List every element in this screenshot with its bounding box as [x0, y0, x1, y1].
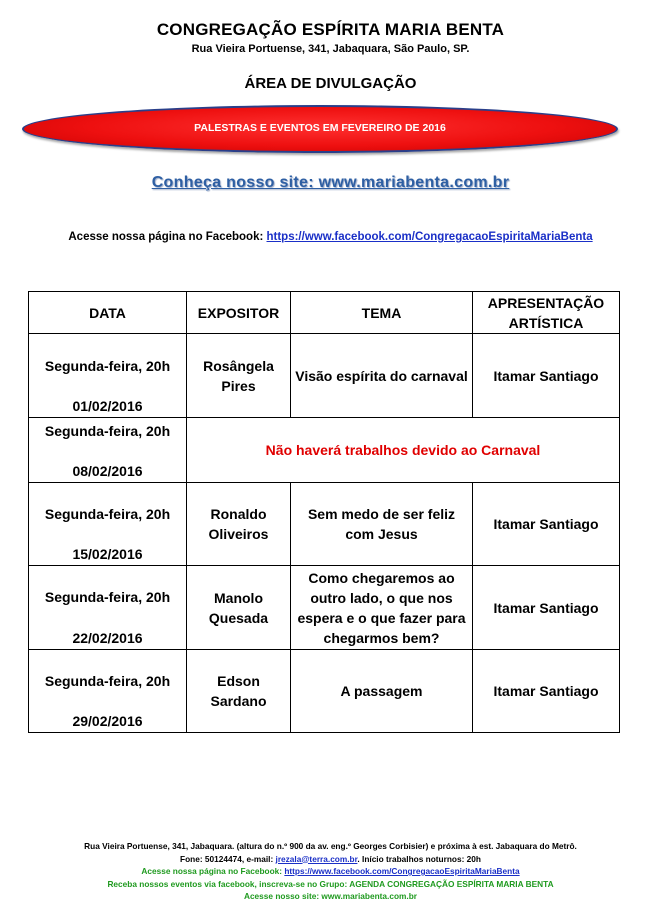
date-cell	[29, 418, 187, 483]
tema-cell: Sem medo de ser feliz com Jesus	[291, 483, 473, 566]
footer-facebook-link[interactable]: https://www.facebook.com/CongregacaoEspiritaMariaBenta	[284, 866, 520, 876]
expositor-cell: Manolo Quesada	[187, 566, 291, 650]
tema-cell: Visão espírita do carnaval	[291, 334, 473, 418]
tema-cell: A passagem	[291, 650, 473, 733]
header-data: DATA	[29, 292, 187, 334]
expositor-cell: Edson Sardano	[187, 650, 291, 733]
row-day: Segunda-feira, 20h	[44, 589, 171, 605]
row-day: Segunda-feira, 20h	[44, 423, 171, 439]
site-link[interactable]: Conheça nosso site: www.mariabenta.com.br	[151, 174, 510, 191]
organization-address: Rua Vieira Portuense, 341, Jabaquara, São Paulo, SP.	[191, 43, 470, 55]
row-day: Segunda-feira, 20h	[44, 506, 171, 522]
header-expositor: EXPOSITOR	[187, 292, 291, 334]
row-date: 15/02/2016	[72, 546, 143, 562]
footer-facebook-label: Acesse nossa página no Facebook:	[141, 866, 285, 876]
artista-cell: Itamar Santiago	[473, 650, 620, 733]
row-day: Segunda-feira, 20h	[44, 673, 171, 689]
artista-cell: Itamar Santiago	[473, 334, 620, 418]
row-date: 22/02/2016	[72, 630, 143, 646]
artista-cell: Itamar Santiago	[473, 566, 620, 650]
artista-cell: Itamar Santiago	[473, 483, 620, 566]
footer-contact	[0, 853, 661, 866]
row-date: 29/02/2016	[72, 713, 143, 729]
expositor-cell: Rosângela Pires	[187, 334, 291, 418]
tema-cell: Como chegaremos ao outro lado, o que nos espera e o que fazer para chegarmos bem?	[291, 566, 473, 650]
cancel-notice: Não haverá trabalhos devido ao Carnaval	[187, 418, 620, 483]
expositor-cell: Ronaldo Oliveiros	[187, 483, 291, 566]
row-date: 01/02/2016	[72, 398, 143, 414]
table-row	[29, 650, 620, 733]
date-cell	[29, 334, 187, 418]
date-cell	[29, 650, 187, 733]
table-header-row	[29, 292, 620, 334]
footer-facebook	[0, 865, 661, 878]
date-cell	[29, 566, 187, 650]
footer-address: Rua Vieira Portuense, 341, Jabaquara. (altura do n.º 900 da av. eng.º Georges Corbisier) e próxima à est. Jabaquara do Metrô.	[84, 841, 577, 851]
table-row	[29, 334, 620, 418]
footer-group: Receba nossos eventos via facebook, inscreva-se no Grupo: AGENDA CONGREGAÇÃO ESPÍRITA MARIA BENTA	[107, 878, 554, 889]
banner-text: PALESTRAS E EVENTOS EM FEVEREIRO DE 2016	[194, 122, 446, 134]
footer	[0, 840, 661, 903]
footer-phone: Fone: 50124474, e-mail:	[180, 853, 276, 864]
footer-hours: . Início trabalhos noturnos: 20h	[357, 853, 481, 864]
table-row	[29, 418, 620, 483]
table-row	[29, 566, 620, 650]
area-title: ÁREA DE DIVULGAÇÃO	[244, 75, 417, 92]
header-tema: TEMA	[291, 292, 473, 334]
row-day: Segunda-feira, 20h	[44, 358, 171, 374]
organization-title: CONGREGAÇÃO ESPÍRITA MARIA BENTA	[156, 20, 505, 39]
facebook-link[interactable]: https://www.facebook.com/CongregacaoEspiritaMariaBenta	[266, 231, 593, 243]
table-row	[29, 483, 620, 566]
schedule-table	[28, 291, 620, 733]
date-cell	[29, 483, 187, 566]
header-apresentacao: APRESENTAÇÃO ARTÍSTICA	[473, 292, 620, 334]
footer-email-link[interactable]: jrezala@terra.com.br	[275, 853, 358, 864]
facebook-line	[0, 231, 661, 243]
row-date: 08/02/2016	[72, 463, 143, 479]
facebook-label: Acesse nossa página no Facebook:	[68, 231, 267, 243]
footer-site: Acesse nosso site: www.mariabenta.com.br	[243, 891, 418, 901]
